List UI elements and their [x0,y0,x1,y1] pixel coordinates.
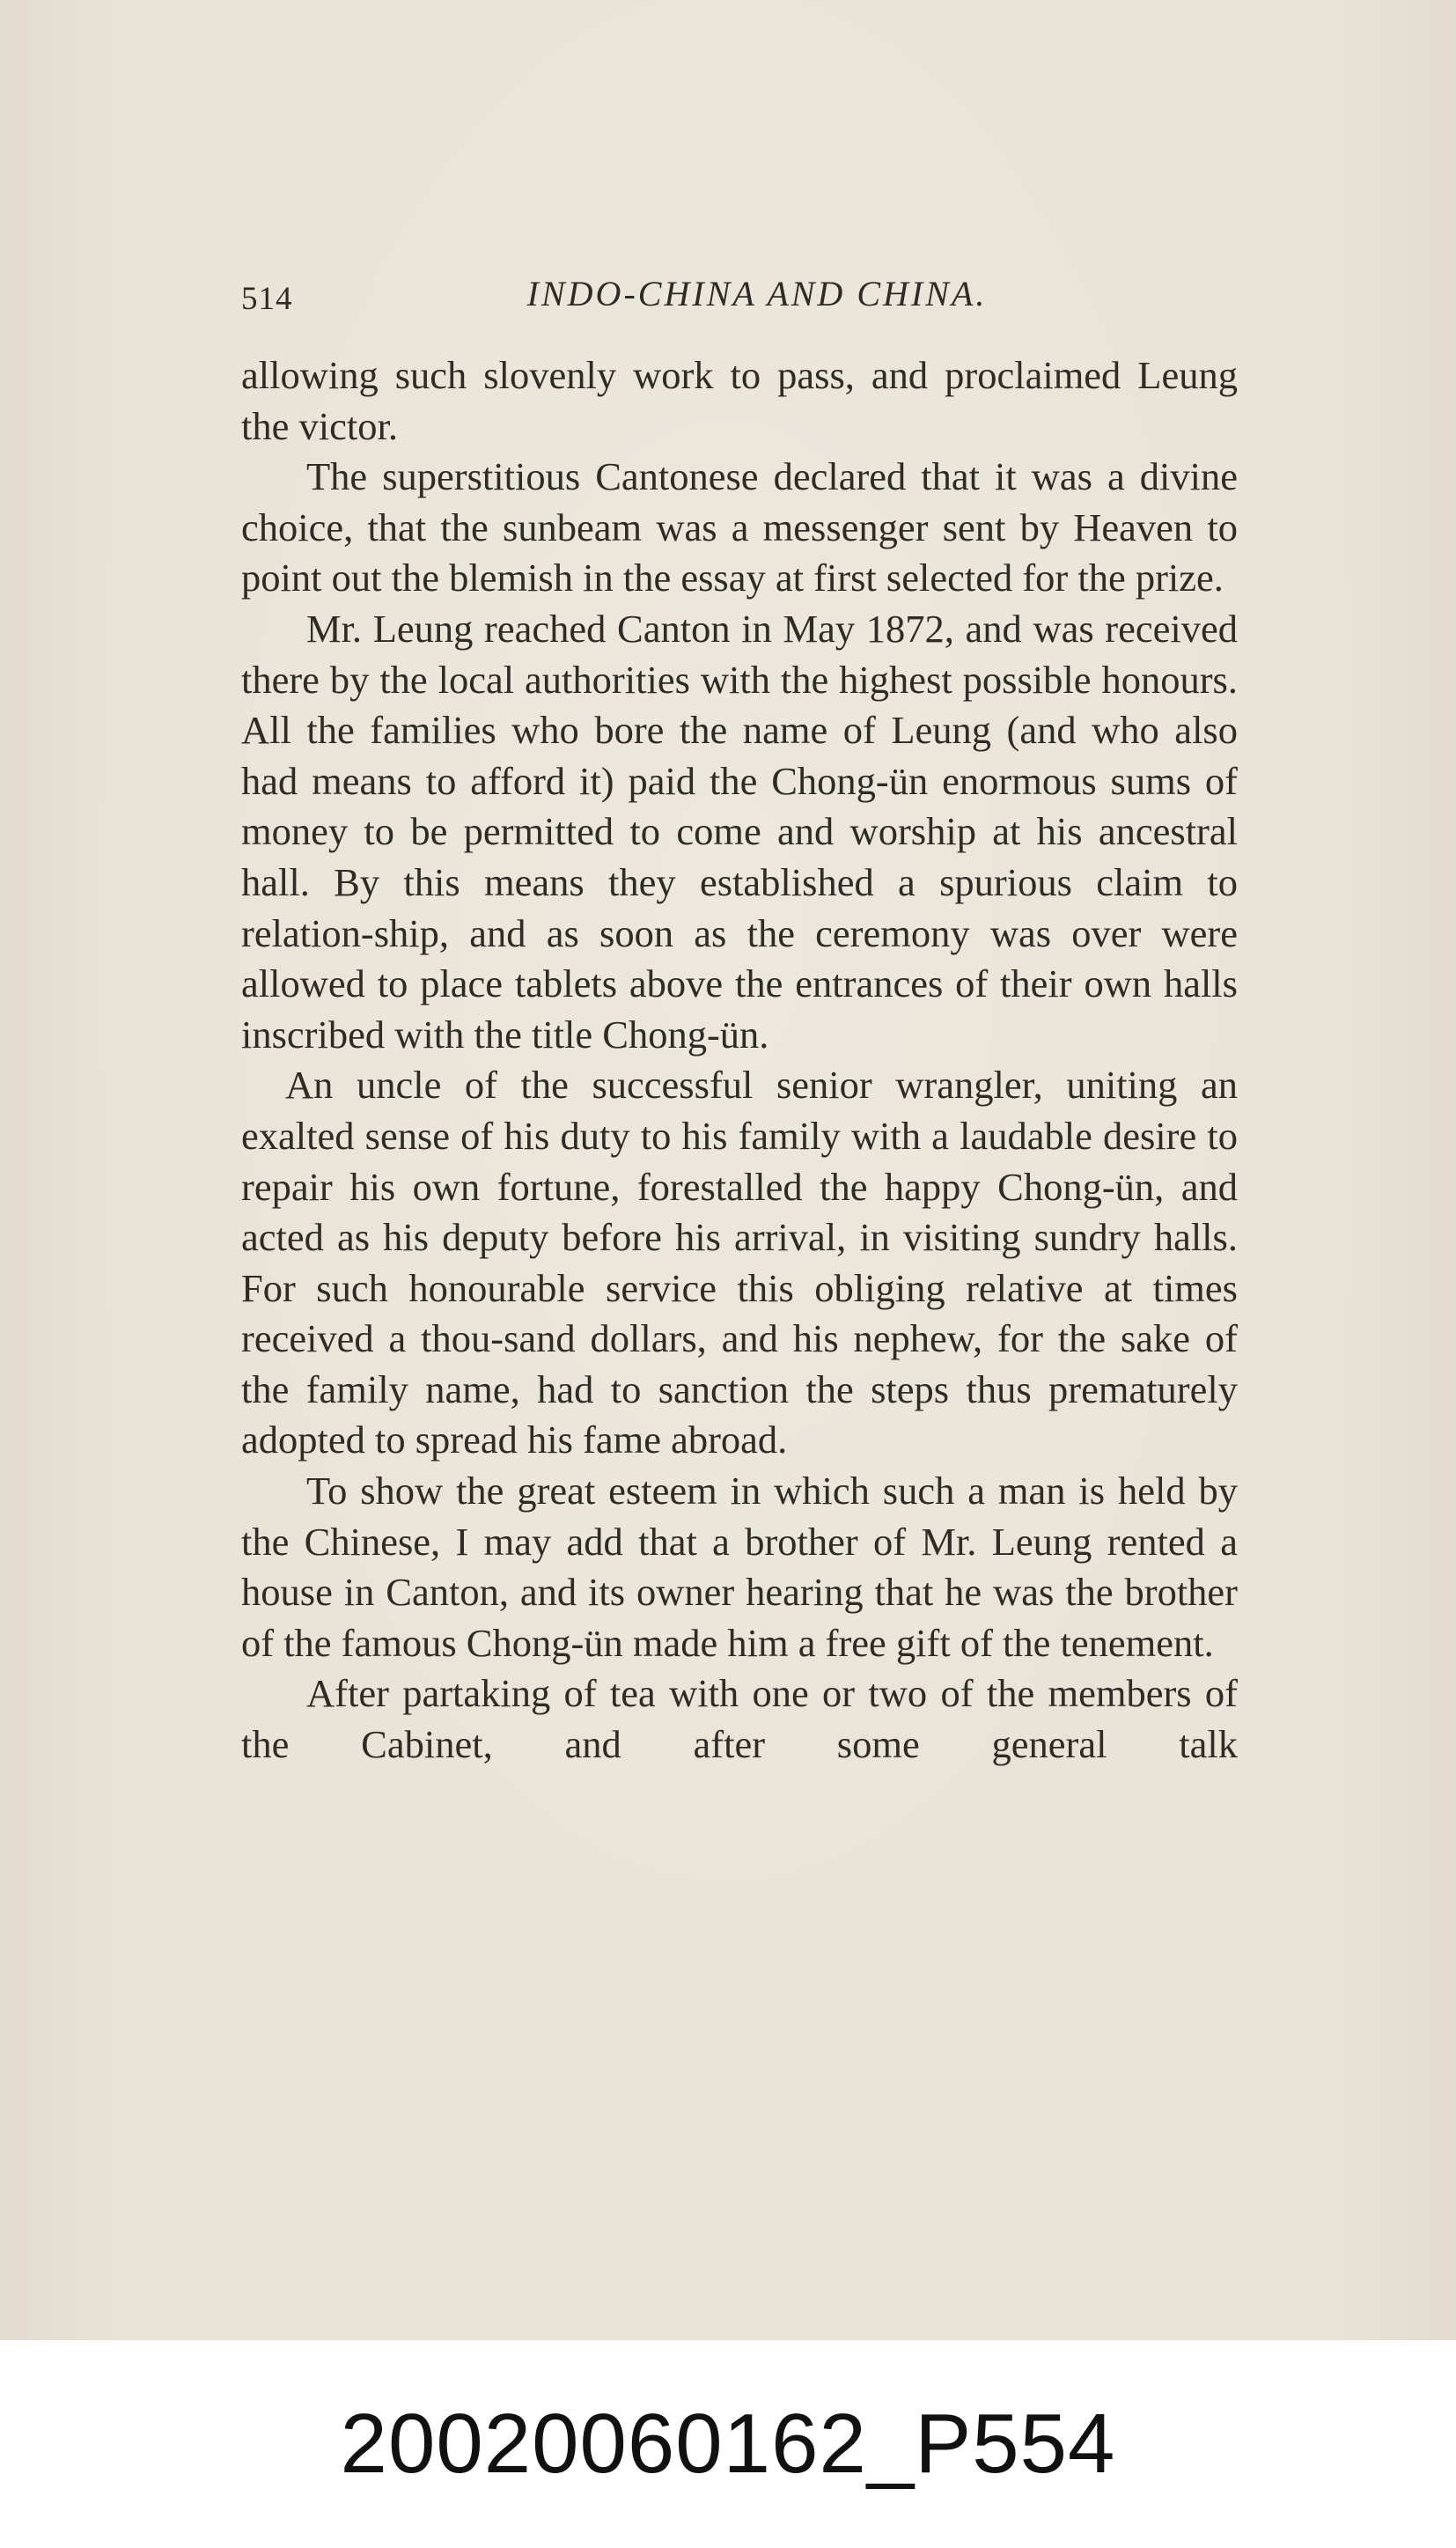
body-text [241,350,1238,1771]
page-number: 514 [241,281,293,317]
image-id-caption: 20020060162_P554 [0,2340,1456,2548]
running-head [241,273,1238,322]
paragraph-3: Mr. Leung reached Canton in May 1872, and was received there by the local authorities with the highest possible honours. All the families who bore the name of Leung (and who also had means to afford it) paid the Chong-ün enormous sums of money to be permitted to come and worship at his ancestral hall. By this means they established a spurious claim to relation-ship, and as soon as the ceremony was over were allowed to place tablets above the entrances of their own halls inscribed with the title Chong-ün. [241,606,1238,1057]
paragraph-2: The superstitious Cantonese declared that it was a divine choice, that the sunbeam was a messenger sent by Heaven to point out the blemish in the essay at first selected for the prize. [241,454,1238,600]
running-title: INDO-CHINA AND CHINA. [526,274,988,313]
paragraph-6: After partaking of tea with one or two of the members of the Cabinet, and after some general talk [241,1671,1238,1767]
paragraph-4: An uncle of the successful senior wrangler, uniting an exalted sense of his duty to his family with a laudable desire to repair his own fortune, forestalled the happy Chong-ün, and acted as his deputy before his arrival, in visiting sundry halls. For such honourable service this obliging relative at times received a thou-sand dollars, and his nephew, for the sake of the family name, had to sanction the steps thus prematurely adopted to spread his fame abroad. [241,1063,1238,1462]
paragraph-5: To show the great esteem in which such a man is held by the Chinese, I may add that a brother of Mr. Leung rented a house in Canton, and its owner hearing that he was the brother of the famous Chong-ün made him a free gift of the tenement. [241,1469,1238,1665]
paragraph-1: allowing such slovenly work to pass, and proclaimed Leung the victor. [241,353,1238,448]
